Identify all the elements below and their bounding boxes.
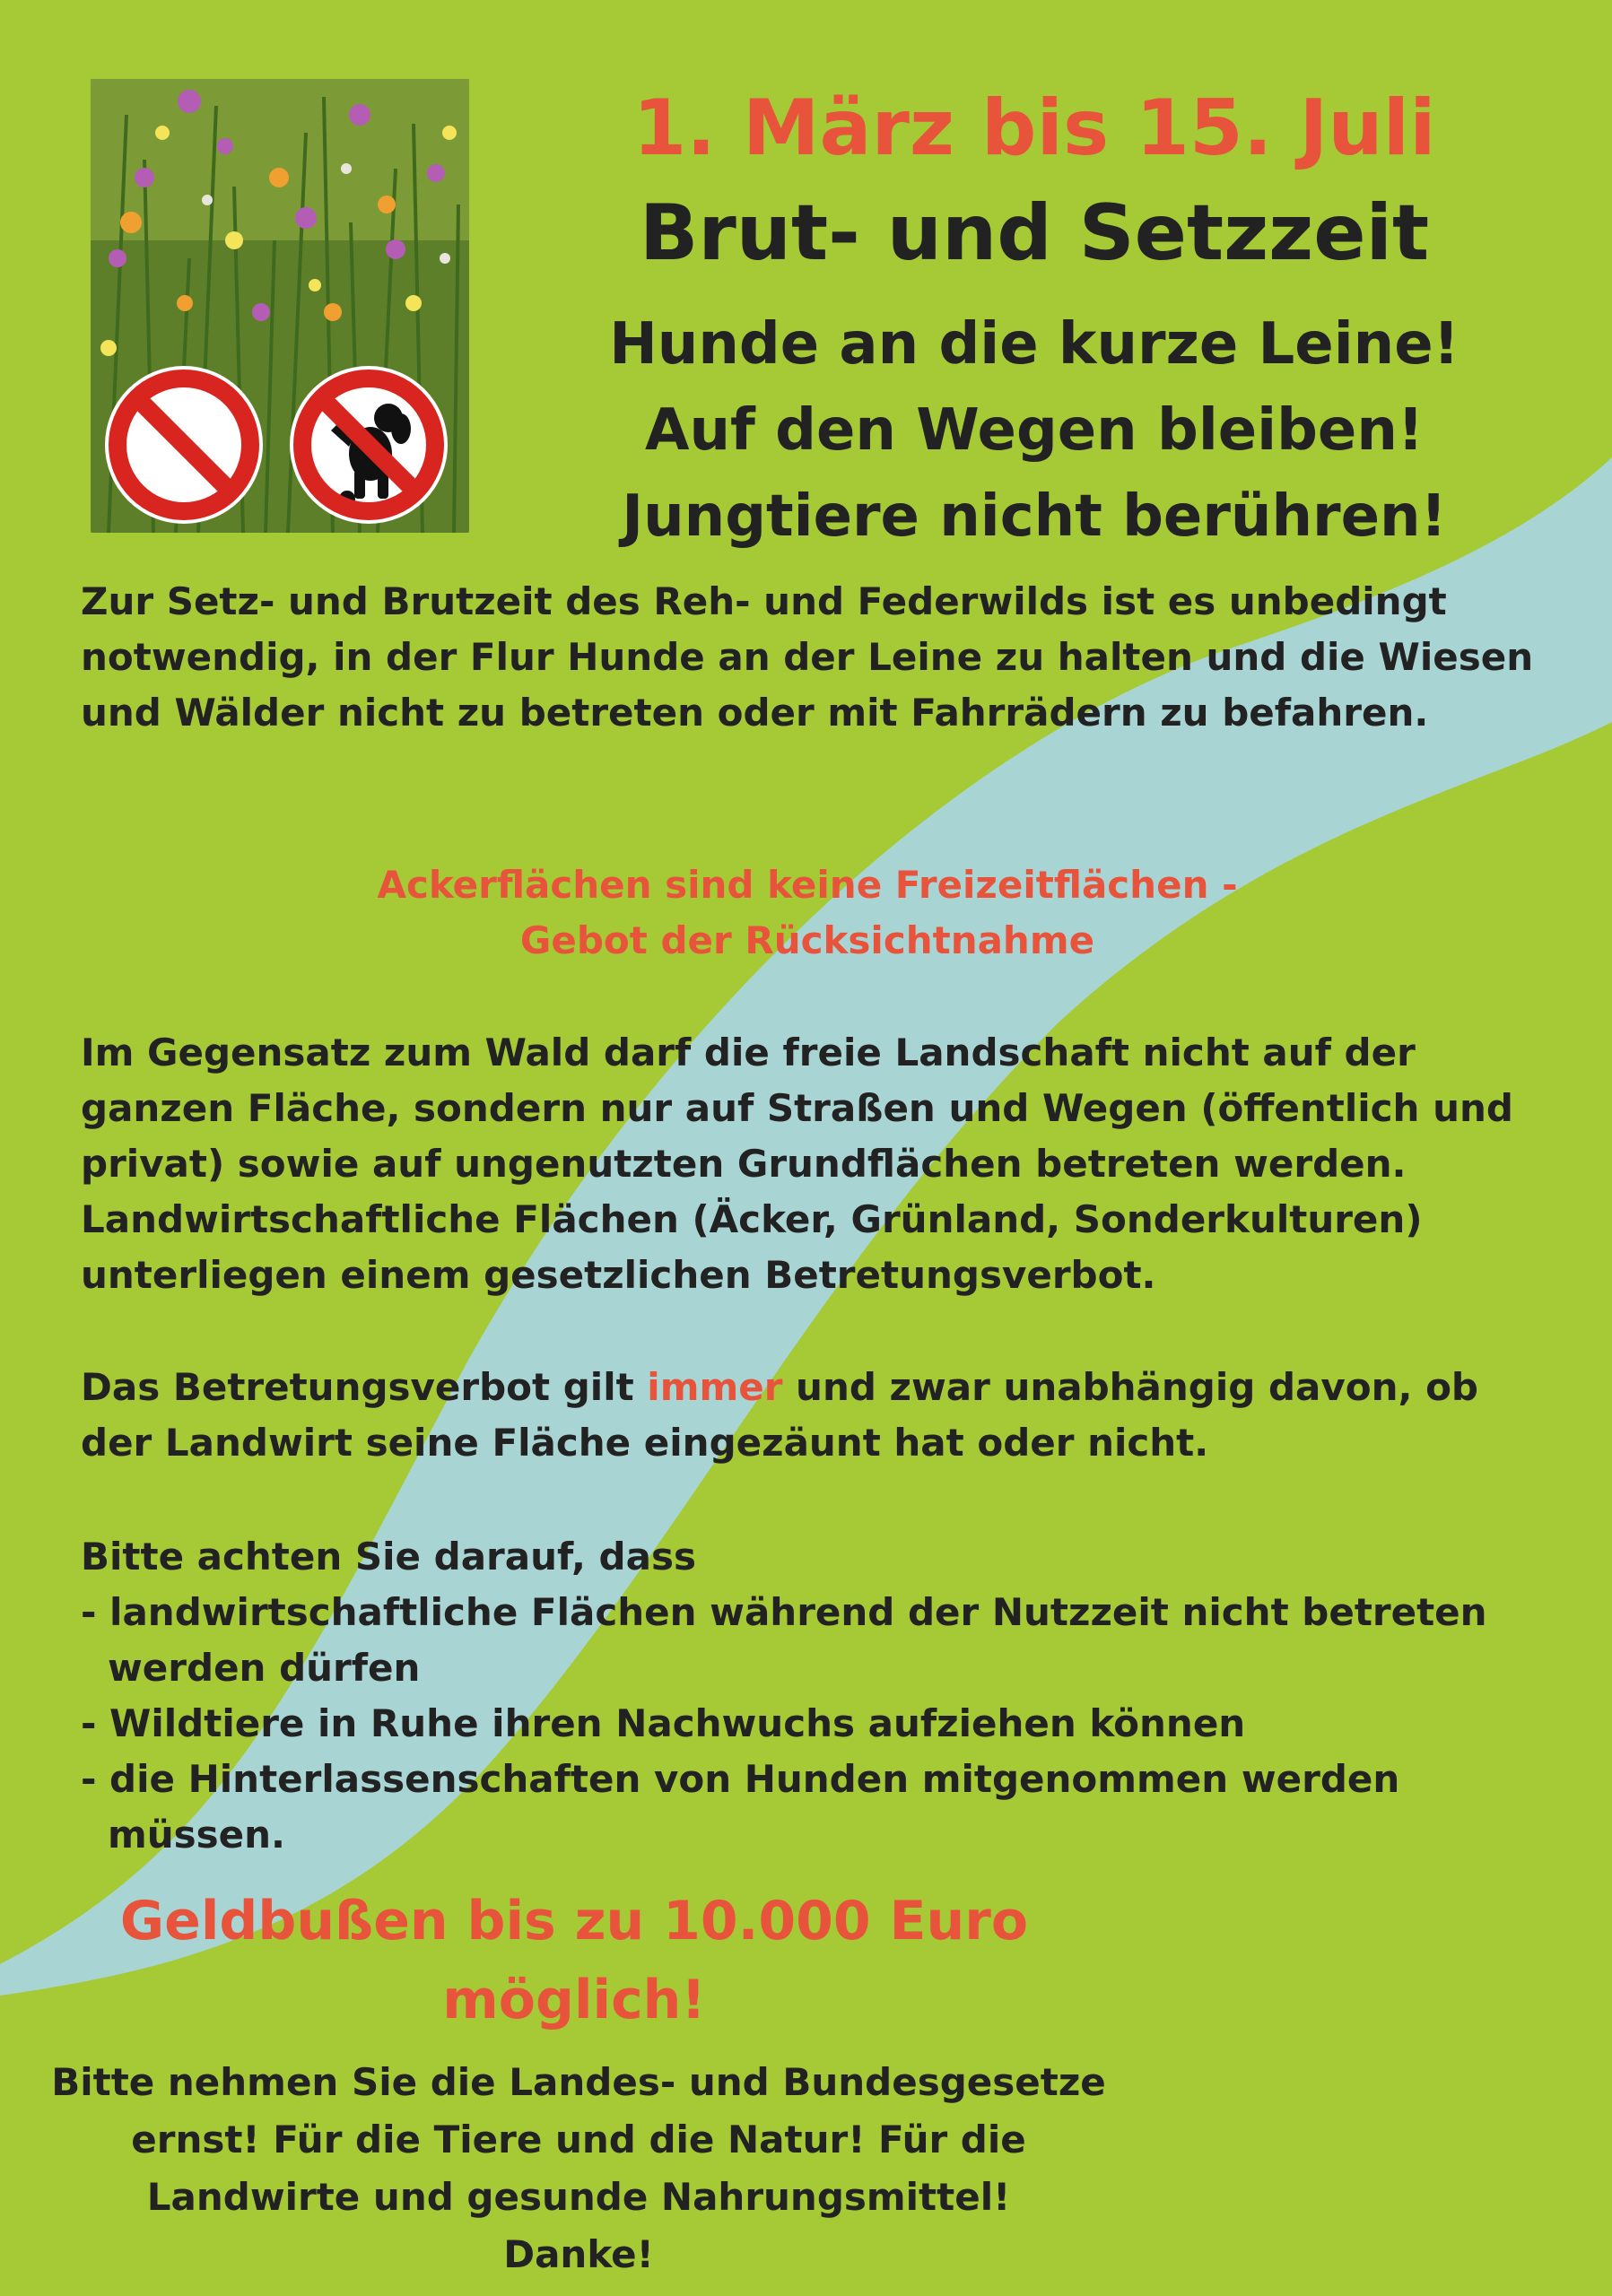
slogan-line: Hunde an die kurze Leine!	[609, 311, 1460, 378]
prohibition-text-end: und zwar unabhängig davon, ob der Landwirt seine Fläche eingezäunt hat oder nicht.	[81, 1365, 1478, 1465]
subheading-line: Gebot der Rücksichtnahme	[519, 918, 1095, 962]
fine-line: Geldbußen bis zu 10.000 Euro	[119, 1890, 1029, 1952]
meadow-photo	[91, 79, 469, 533]
list-item: - die Hinterlassenschaften von Hunden mitgenommen werden müssen.	[81, 1757, 1400, 1857]
slogan-line: Auf den Wegen bleiben!	[644, 397, 1425, 464]
date-range-heading: 1. März bis 15. Juli	[632, 83, 1436, 173]
subheading-line: Ackerflächen sind keine Freizeitflächen -	[377, 863, 1238, 907]
highlight-word: immer	[647, 1365, 783, 1409]
no-entry-sign-icon	[103, 364, 265, 526]
closing-line: ernst! Für die Tiere und die Natur! Für die	[131, 2118, 1026, 2161]
intro-paragraph: Zur Setz- und Brutzeit des Reh- und Federwilds ist es unbedingt notwendig, in der Flur Hunde an der Leine zu halten und die Wiesen und Wälder nicht zu betreten oder mit Fahrrädern zu befahren.	[81, 579, 1534, 735]
list-item: - Wildtiere in Ruhe ihren Nachwuchs aufziehen können	[81, 1701, 1246, 1745]
rules-list	[81, 1529, 1534, 1863]
slogan-line: Jungtiere nicht berühren!	[622, 483, 1447, 550]
prohibition-paragraph	[81, 1360, 1534, 1471]
prohibition-text-start: Das Betretungsverbot gilt	[81, 1365, 648, 1409]
no-dog-fouling-sign-icon	[288, 364, 449, 526]
fine-line: möglich!	[442, 1969, 706, 2031]
slogan-block	[484, 301, 1584, 560]
closing-appeal	[49, 2054, 1108, 2283]
landscape-paragraph: Im Gegensatz zum Wald darf die freie Landschaft nicht auf der ganzen Fläche, sondern nur auf Straßen und Wegen (öffentlich und privat) sowie auf ungenutzten Grundflächen betreten werden. Landwirtschaftliche Flächen (Äcker, Grünland, Sonderkulturen) unterliegen einem gesetzlichen Betretungsverbot.	[81, 1031, 1513, 1297]
rules-intro: Bitte achten Sie darauf, dass	[81, 1535, 696, 1578]
title-heading: Brut- und Setzzeit	[639, 188, 1430, 278]
closing-line: Bitte nehmen Sie die Landes- und Bundesgesetze	[51, 2060, 1106, 2104]
subheading	[81, 857, 1534, 969]
closing-line: Danke!	[503, 2232, 654, 2276]
closing-line: Landwirte und gesunde Nahrungsmittel!	[146, 2175, 1011, 2219]
list-item: - landwirtschaftliche Flächen während der Nutzzeit nicht betreten werden dürfen	[81, 1590, 1487, 1690]
fine-warning	[81, 1882, 1067, 2039]
